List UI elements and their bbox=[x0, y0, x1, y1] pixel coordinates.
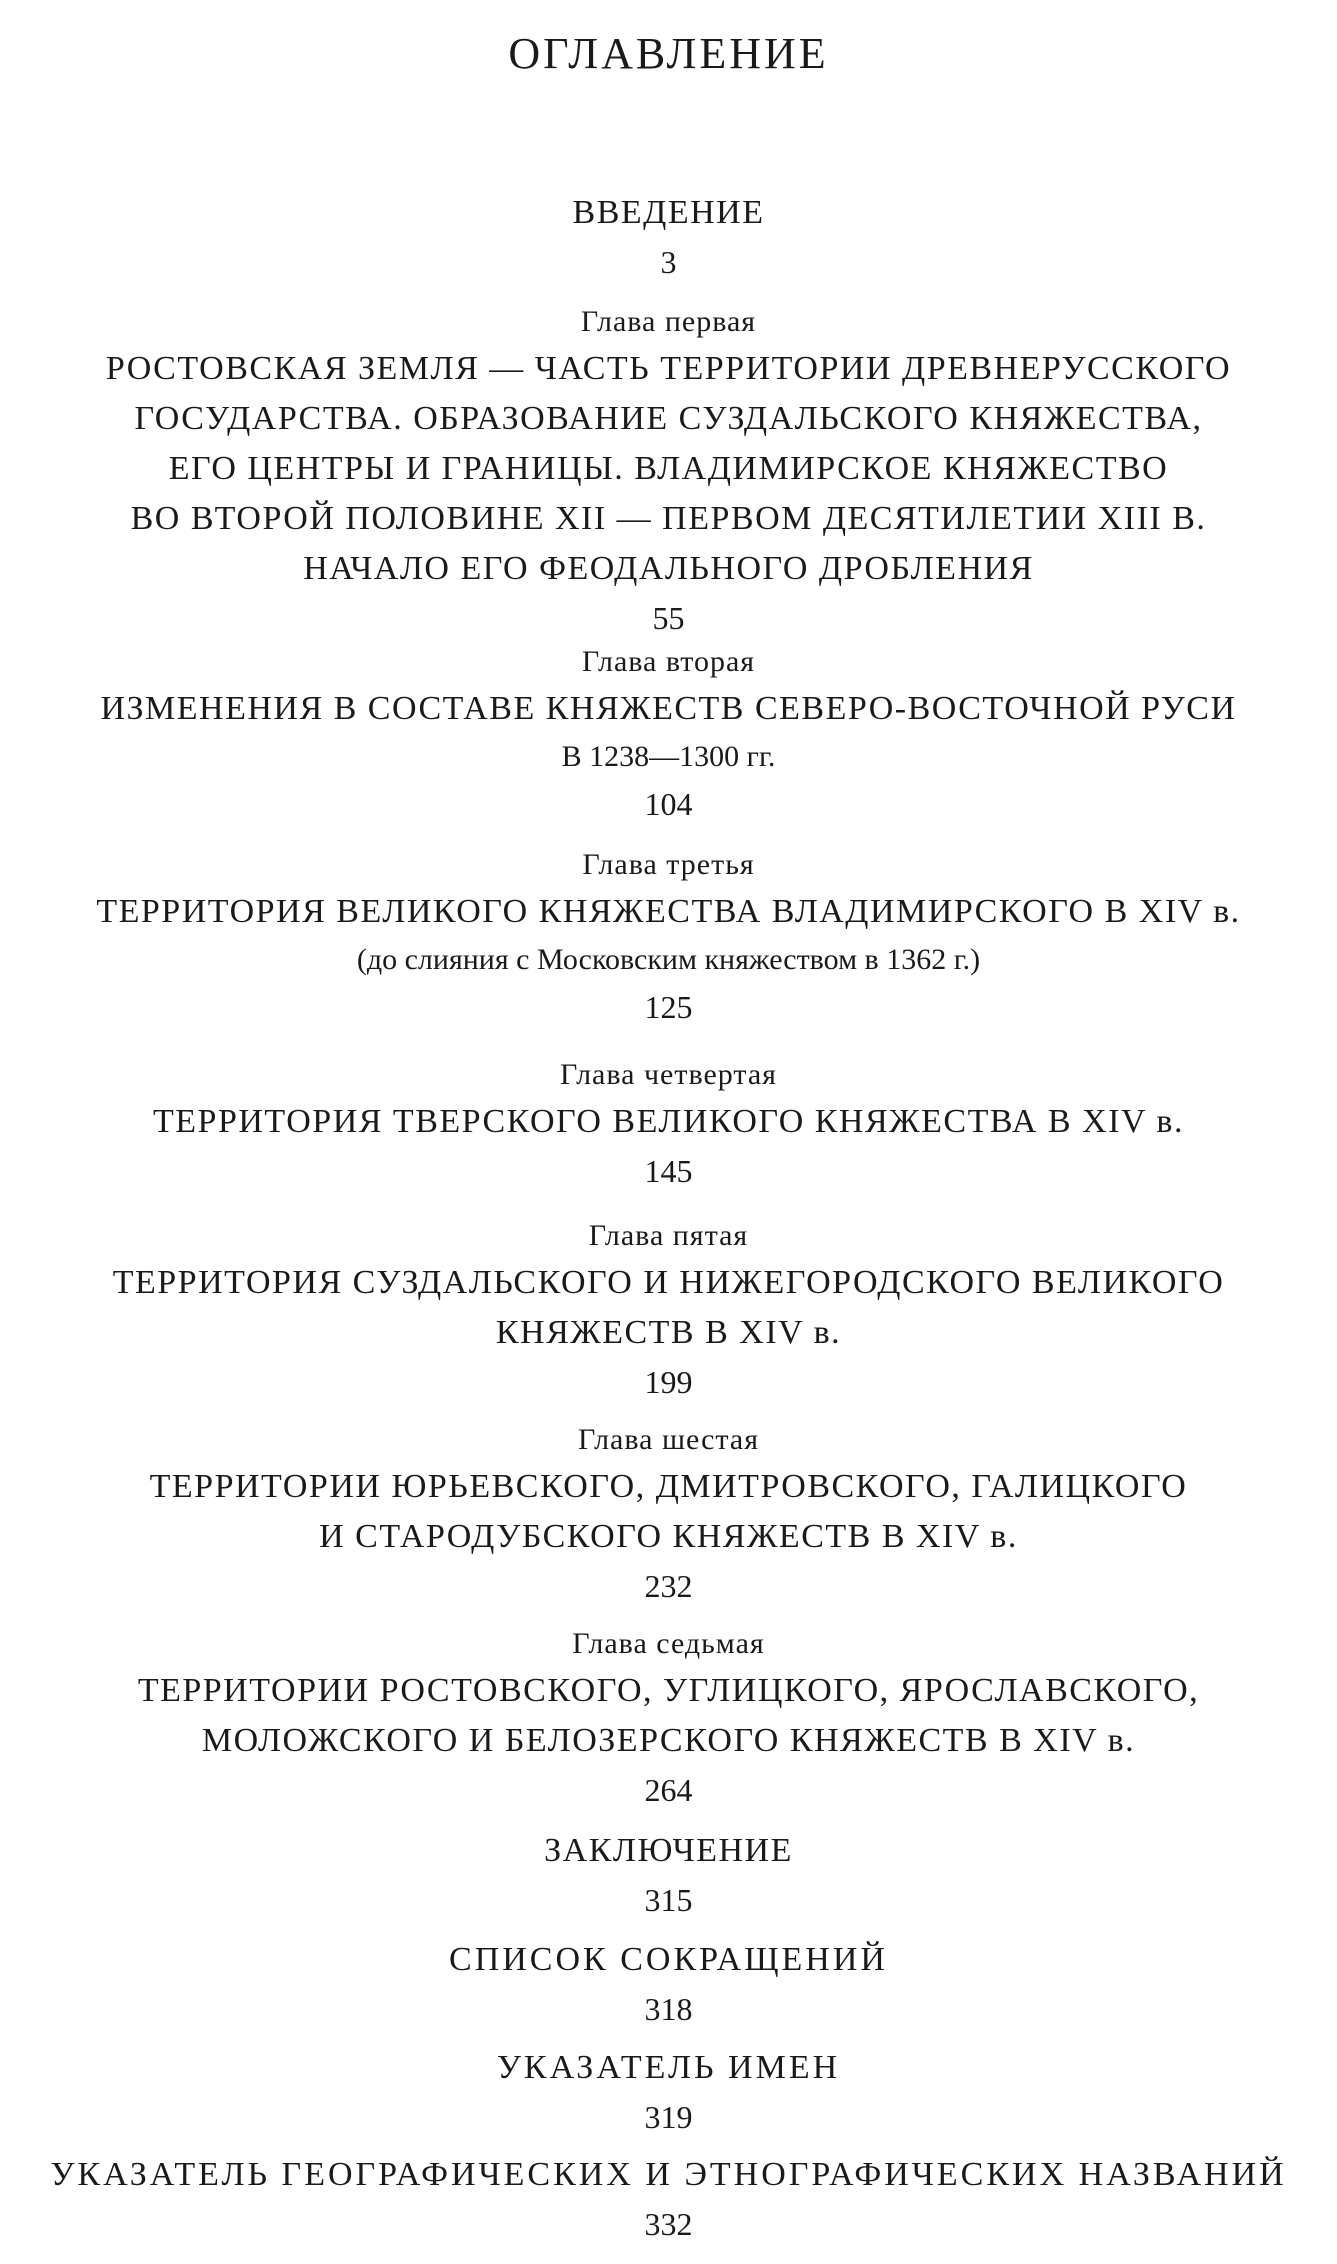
entry-page-number: 318 bbox=[644, 1991, 693, 2027]
toc-entry-conclusion bbox=[0, 1826, 1337, 1924]
entry-title: РОСТОВСКАЯ ЗЕМЛЯ — ЧАСТЬ ТЕРРИТОРИИ ДРЕВНЕРУССКОГО ГОСУДАРСТВА. ОБРАЗОВАНИЕ СУЗДАЛЬСКОГО КНЯЖЕСТВА, ЕГО ЦЕНТРЫ И ГРАНИЦЫ. ВЛАДИМИРСКОЕ КНЯЖЕСТВО ВО ВТОРОЙ ПОЛОВИНЕ XII — ПЕРВОМ ДЕСЯТИЛЕТИИ XIII В. НАЧАЛО ЕГО ФЕОДАЛЬНОГО ДРОБЛЕНИЯ bbox=[105, 350, 1232, 587]
entry-page-number: 55 bbox=[652, 600, 685, 636]
entry-title: ЗАКЛЮЧЕНИЕ bbox=[544, 1832, 793, 1869]
chapter-label: Глава четвертая bbox=[560, 1058, 777, 1091]
chapter-label: Глава первая bbox=[580, 305, 757, 338]
entry-title: СПИСОК СОКРАЩЕНИЙ bbox=[449, 1941, 888, 1978]
entry-title: ТЕРРИТОРИЯ СУЗДАЛЬСКОГО И НИЖЕГОРОДСКОГО ВЕЛИКОГО КНЯЖЕСТВ В XIV в. bbox=[112, 1264, 1225, 1351]
toc-entry-chapter-5 bbox=[0, 1214, 1337, 1406]
entry-subtitle: (до слияния с Московским княжеством в 1362 г.) bbox=[356, 943, 981, 976]
entry-title: ИЗМЕНЕНИЯ В СОСТАВЕ КНЯЖЕСТВ СЕВЕРО-ВОСТОЧНОЙ РУСИ bbox=[100, 690, 1237, 727]
toc-entry-chapter-1 bbox=[0, 300, 1337, 642]
entry-title: ТЕРРИТОРИИ РОСТОВСКОГО, УГЛИЦКОГО, ЯРОСЛАВСКОГО, МОЛОЖСКОГО И БЕЛОЗЕРСКОГО КНЯЖЕСТВ В XIV в. bbox=[137, 1672, 1200, 1759]
entry-page-number: 332 bbox=[644, 2206, 693, 2242]
toc-entry-chapter-2 bbox=[0, 640, 1337, 828]
entry-title: ТЕРРИТОРИИ ЮРЬЕВСКОГО, ДМИТРОВСКОГО, ГАЛИЦКОГО И СТАРОДУБСКОГО КНЯЖЕСТВ В XIV в. bbox=[149, 1468, 1188, 1555]
entry-title: ТЕРРИТОРИЯ ТВЕРСКОГО ВЕЛИКОГО КНЯЖЕСТВА В XIV в. bbox=[153, 1103, 1184, 1140]
entry-page-number: 125 bbox=[644, 989, 693, 1025]
entry-subtitle: В 1238—1300 гг. bbox=[561, 740, 776, 773]
entry-title: ВВЕДЕНИЕ bbox=[572, 194, 765, 231]
chapter-label: Глава седьмая bbox=[572, 1627, 765, 1660]
toc-entry-chapter-3 bbox=[0, 843, 1337, 1031]
entry-page-number: 199 bbox=[644, 1364, 693, 1400]
chapter-label: Глава вторая bbox=[581, 645, 756, 678]
toc-entry-chapter-4 bbox=[0, 1053, 1337, 1195]
entry-title: УКАЗАТЕЛЬ ИМЕН bbox=[496, 2049, 841, 2086]
entry-page-number: 264 bbox=[644, 1772, 693, 1808]
chapter-label: Глава третья bbox=[582, 848, 755, 881]
entry-page-number: 232 bbox=[644, 1568, 693, 1604]
toc-entry-abbreviations bbox=[0, 1935, 1337, 2033]
entry-page-number: 3 bbox=[660, 244, 677, 280]
toc-entry-chapter-7 bbox=[0, 1622, 1337, 1814]
entry-title: ТЕРРИТОРИЯ ВЕЛИКОГО КНЯЖЕСТВА ВЛАДИМИРСКОГО В XIV в. bbox=[96, 893, 1241, 930]
entry-page-number: 145 bbox=[644, 1153, 693, 1189]
toc-entry-chapter-6 bbox=[0, 1418, 1337, 1610]
page-title: ОГЛАВЛЕНИЕ bbox=[508, 29, 829, 78]
chapter-label: Глава пятая bbox=[588, 1219, 749, 1252]
entry-page-number: 319 bbox=[644, 2099, 693, 2135]
entry-page-number: 315 bbox=[644, 1882, 693, 1918]
chapter-label: Глава шестая bbox=[577, 1423, 760, 1456]
toc-entry-name-index bbox=[0, 2043, 1337, 2141]
entry-page-number: 104 bbox=[644, 786, 693, 822]
entry-title: УКАЗАТЕЛЬ ГЕОГРАФИЧЕСКИХ И ЭТНОГРАФИЧЕСКИХ НАЗВАНИЙ bbox=[50, 2156, 1287, 2193]
toc-entry-introduction bbox=[0, 188, 1337, 286]
toc-entry-geo-index bbox=[0, 2150, 1337, 2248]
